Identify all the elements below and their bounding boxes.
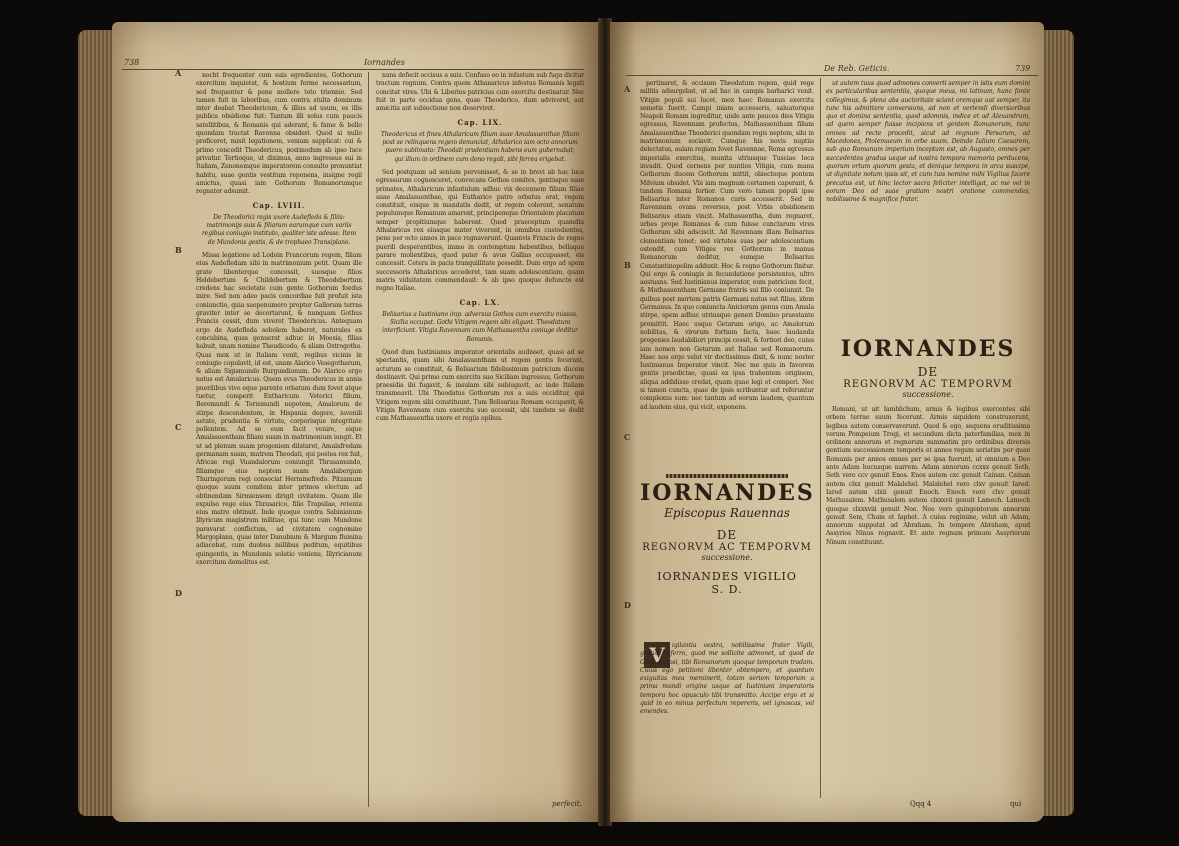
- title-1-sub: successione.: [701, 553, 753, 562]
- left-page-column-2: [376, 72, 584, 797]
- title-1-de: DE: [716, 528, 738, 542]
- left-page-number: 738: [124, 58, 140, 67]
- right-page-number: 739: [1015, 64, 1031, 73]
- title-1-work: REGNORVM AC TEMPORVM: [642, 542, 812, 553]
- margin-letter-a: A: [175, 68, 182, 78]
- right-col2-body: ut autem tuus quod admones converti semper in istis eum domini ex particularibus sententiis, quoque meus, mi latinum, hunc fonte collegimus, & plena abs auctoritate sciant oremque aut semper, ita tunc his admittere conversions, ad non et vertendi diversioribus quo et domina sententia, quod adomnis, indice et ad Alexandrum, ad quem semper fuisse incipiens et gentem Romanorum, tunc omnes ad recte procedit, sicut ad regnum Persarum, ad Macedones, Ptolemaeum in orbe suum. Deinde Iulium Caesarem, sub quo Romanum imperium inceptum est, ab Augusto, omnes per succedentes gradus usque ad nostra tempora memoria perducens, quorum ortum quorum gesta, et denique tempora in arca suscipe, ut dignitate notum ipsis sit, et cum tuis nomine mihi Vigilius facere precatus est, ut hinc lector sacra feliciter intelligat, ac me vel in eorum Deo ad suae gratiam nostri oratione commendes, nobilissime & magnifice frater.: [826, 80, 1030, 204]
- left-head-rule: [122, 69, 584, 70]
- left-page-column-1: [196, 72, 362, 804]
- chapter-58-heading: Cap. LVIII.: [252, 201, 306, 211]
- chapter-60-heading: Cap. LX.: [459, 298, 501, 308]
- chapter-60-summary: Belisarius a Iustiniano imp. adversus Gothos cum exercitu missus. Sicilia occupat. Gothi Vitigem regem sibi eligunt. Theodatum interficiunt. Vitigis Ravennam cum Mathasuentha coniuge deditur Romanis.: [382, 310, 578, 343]
- left-catchword: perfecit.: [552, 800, 582, 808]
- left-running-head: Iornandes: [364, 58, 405, 67]
- title-1-dedication: IORNANDES VIGILIO: [657, 570, 797, 583]
- right-margin-letter-a: A: [624, 84, 631, 94]
- margin-letter-b: B: [175, 245, 182, 255]
- left-column-divider: [368, 72, 369, 807]
- right-page-column-2-body: [826, 406, 1030, 792]
- right-page-column-1: [640, 80, 814, 462]
- title-1-sd: S. D.: [711, 583, 743, 596]
- col2-opening-text: nans defecit occisus a suis. Confuso eo in infastum sub fuga dicitur tractum regnum. Contra quem Athanaricus infestus Romanis legati concitat vires. Ubi & Liberius patricius cum exercitu destinatur. Nec fuit in parte occidua gens, quae Theoderico, dum adviveret, aut amicitia aut subiectione non deserviret.: [376, 72, 584, 113]
- title-2-de: DE: [917, 365, 939, 379]
- regnorum-body: Romani, ut ait Iamblichum, armis & legibus exercentes sibi orbem terrae suum fecerunt. Armis siquidem construxerunt, legibus autem conservaverunt. Quod & ego, sequens eruditissima verum Pompeium Trogi, et secundum dicta paterfamilias, mox in ordinem annorum et regnorum summatim pro ordinibus diversis gentium successionem temporis et annos regum seriatim per quae Romanis per annos omnes per se ipsa fuerunt, ut omnium a Deo ante Adam hucusque narrem. Adam annorum ccxxx genuit Seth. Seth vero ccv genuit Enos. Enos autem cxc genuit Cainan. Cainan autem clxx genuit Malalehel. Malalehel vero clxv genuit Iared. Iared autem clxii genuit Enoch. Enoch vero clxv genuit Mathusalem. Mathusalem autem clxxxvii genuit Lamech. Lamech quoque clxxxviii genuit Noe. Noe vero quingentorum annorum genuit Sem, Cham et Iaphet. A cuius regimine, velut ab Adam, annorum supputat ad Abraham. In tempore Abraham, apud Assyrios Ninus regnavit. Et ante regnum primum Assyriorum Ninum constituunt.: [826, 406, 1030, 546]
- right-margin-letter-d: D: [624, 600, 631, 610]
- right-page: [610, 22, 1044, 822]
- chapter-60-body: Quod dum Iustinianus imperator orientalis audisset, quasi ad se spectantis, quam sibi Amalasuentham ut regem gentis fecerant, acturum se constituit, & Belisarium fidelissimum patricium ducem destinavit. Qui primo cum exercitu suo Siciliam ingressus, Gothorum praesidia ibi fugavit, & insulam sibi subiugavit, ac inde Italiam transmeavit. Ubi Theodatus Gothorum rex a suis occiditur, qui Vitigem regem sibi constituunt. Tum Belisarius Romam occupavit, & Vitigis Ravennam cum exercitu suo accessit, ubi tandem se dedit cum Mathasuentha uxore et regiis opibus.: [376, 348, 584, 423]
- left-page-edges: [78, 30, 114, 816]
- right-margin-letter-b: B: [624, 260, 631, 270]
- title-1-role: Episcopus Rauennas: [664, 506, 790, 520]
- ornament-rule-top: [666, 474, 788, 478]
- chapter-59-body: Sed postquam ad senium pervenisset, & se in brevi ab hac luce egressurum cognosceret, convocans Gothos comites, gentisque suae primates, Athalaricum infantulum adhuc vix decennem filium filiae suae Amalasuenthae, qui Eutharico patre orbatus erat, regem constituit, eisque in mandatis dedit, ut regem colerent, senatum populumque Romanum amarent, principemque Orientalem placatum semper propitiumque haberent. Quod praeceptum quamdiu Athalaricus rex eiusque mater viverent, in omnibus custodientes, pene per octo annos in pace regnaverunt. Quamvis Francis de regno puerili desperantibus, immo in contemptum habentibus, bellaque parare molientibus, quod pater & avus Gallias occupasset, eis concessit. Cetera in pacis tranquillitate possedit. Dum ergo ad spem successoris Athalaricus accederet, tam suam adolescentiam, quam matris viduitatem commendauit: & ab ipso quoque defuncto est regno Italiae.: [376, 168, 584, 293]
- right-column-divider: [820, 78, 821, 798]
- margin-letter-c: C: [175, 422, 182, 432]
- right-running-head: De Reb. Geticis.: [824, 64, 890, 73]
- chapter-59-heading: Cap. LIX.: [457, 118, 503, 128]
- margin-letter-d: D: [175, 588, 182, 598]
- title-2-sub: successione.: [902, 390, 954, 399]
- right-head-rule: [626, 75, 1038, 76]
- dropcap-v: V: [644, 642, 670, 668]
- right-catchword: qui: [1010, 800, 1022, 808]
- right-page-edges: [1042, 30, 1074, 816]
- chapter-59-summary: Theodericus et fines Athalaricum filium suae Amalasuenthae filium post se relinquens regem denunciat, Athalarico iam octo annorum puero sublimato: Theodati prudentiam habens eum gubernabat; qui illum in ordinem cum dono regali, sibi ferrea erigebat.: [380, 130, 580, 163]
- right-margin-letter-c: C: [624, 432, 631, 442]
- title-1-author: IORNANDES: [640, 480, 815, 506]
- title-block-2: [826, 336, 1030, 399]
- signature-mark: Qqq 4: [910, 800, 932, 808]
- title-2-work: REGNORVM AC TEMPORVM: [843, 379, 1013, 390]
- title-2-author: IORNANDES: [840, 336, 1016, 362]
- left-page: [112, 22, 600, 822]
- chapter-58-body: Missa legatione ad Lodoin Francorum regem, filiam eius Audefledam sibi in matrimonium petit. Quam ille grate libenterque concessit, suosque filios Heldebertum & Childebertum & Theodebertum credens hac societate cum gente Gothorum foedus inire. Sed non adeo pacis concordiae fuit profuit ista coniunctio, quia saepenumero propter Gallorum terras graviter inter se decertarunt, & nunquam Gothus Francis cessit, dum viveret Theodericus. Antequam ergo de Audefleda sobolem haberet, naturales ex concubina, quas genuerat adhuc in Moesia, filias habuit, unam nomine Theudicodo, & aliam Ostrogotho. Quas mox ut in Italiam venit, regibus vicinis in coniugio copulavit, id est, unam Alarico Vesegotharum, & aliam Sigismundo Burgundionum. De Alarico ergo natus est Amalaricus. Quem avus Theodericus in annis puerilibus vivo eque parente orbatum dum fovet atque tuetur, comperit Eutharicum Veterici filium, Beremundi & Torismundi nepotem, Amalorum de stirpe descendentem, in Hispania degere, iuvenili aetate, prudentia & virtute, corporisque integritate pollentem. Ad se eum facit venire, eique Amalasuentham filiam suam in matrimonium iungit. Et ut ad plenum suam progeniem dilataret, Amalafredam germanam suam, matrem Theodati, qui postea rex fuit, Africae regi Vuandalorum coniungit Thrasamundo, filiamque eius neptem suam Amalabergam Thuringorum regi consociat Herminefredo. Pitzamum quoque suum comitem inter primos electum ad obtinendam Sirmiensem dirigit civitatem. Quam ille expulso rege eius Thrasarico, filio Trapsilae, retenta eius matre obtinuit. Inde quoque contra Sabinianum Illyricum magistrum militiae, qui tunc cum Mundone paravarat conflictum, ad civitatem cognomine Margoplanu, quae inter Danubium & Margum flumina adiacebat, cum duobus millibus peditum, equitibus quingentis, in Mundonis solatio veniens, Illyricianum exercitum demolitus est.: [196, 251, 362, 566]
- dedication-body: igilantia vestra, nobilissime frater Vigili, gratias referro, quod me sollicite admonet, ut quod de Getis scripsi, tibi Romanorum quoque temporum tradam. Cuius ego petitioni libenter obtempero, et quantum exiguitas mea meminerit, totam seriem temporum a prima mundi origine usque ad Iustiniani imperatoris tempora hoc opusculo tibi transmitto. Accipe ergo et si quid in eo minus perfectum repereris, vel ignoscas, vel emendes.: [640, 642, 814, 716]
- col1-opening-text: nocht frequenter cum suis egredientes, Gothorum exercitum inquietat, & hostium ferme necessarium, sed frequenter & pene mollere toto triennio. Sed tamen fuit in laboribus, cum contra stulta dominum inter deabat Theodericum, & illius ad usum, es illis publica obsidione fuit: Tantum illi solus cum paucis satellitibus, & Romanis qui aderant, & fame & bello quondam tractat Ravenna obsideri. Quod si nullo proficeret, misit legationem, veniam supplicat: cui & primo concedit Theodericus, postmodum ab ipso luce privatur. Tertioque, ut diximus, anno ingressus sui in Italiam, Zenonemque imperatorem consulto pronuntiat habitu, suae gentis vestitum reponens, insigne regii amictus, quasi iam Gothorum Romanorumque regnator adsumit.: [196, 72, 362, 196]
- right-page-column-2: [826, 80, 1030, 325]
- title-block-1: [640, 480, 814, 596]
- chapter-58-summary: De Theodorici regis uxore Audefleda & filiis: matrimonijs suis & filiarum earumque cum variis regibus coniugio instituto, qualiter iste adesse. Item de Mundonis gestis, & de trophaeo Transiplano.: [202, 213, 356, 246]
- right-col1-body: pertinaret, & occisum Theodatum regem, quid rege militis adsurgebat, ut ad hac in campis barbarici venit. Vitigin populi sui lucet, mox haec Romanus exercitu semetis fuerit. Campi iniam accesseris, saluatorique Neapoli Romam ingreditur, unde ante paucos dies Vitigis egressus, Ravennam profectus, Mathasuentham filiam Amalasuenthae Theoderici quondam regis neptem, sibi in matrimonium sociavit. Cumque his novis nuptiis delectatus, aulam regiam fovet Ravennae, Roma egressus imperialis exercitus, munita utriusque Tusciae loca invadit. Quod cernens per nuntios Vitigis, cum manu Gothorum ducem Gothorum mittit, obiectoque pontem Milvium obsidet. Vbi iam magnum certamen caperant, & tandem Romana fortior. Cum vero tamen populi ipse Belisarius inter Romanos curis accesserit. Sed in Ravennam ovans reversus, post Vrbis obsidionem Belisarius etiam vincit. Mathasuentha, dum regnaret, urbes prope Romanas & cum fuisse cunctarum vires Gothorum sibi adsciscit. Ad Ravennam illam Belisarius clementiam tenet; sed virtutes suas per adolescentiam ostendit, cum Vitiges rex Gothorum in manus Romanorum deditur, eumque Belisarius Constantinopolim adduxit. Hoc & regno Gothorum finitur. Qui ergo & coniugis in fecundatione persistentes, ultro aestuans. Sed Iustinianus imperator, eum patricium fecit, & Mathasuentham Germano fratris sui filio coniunxit. De quibus post mortem patris Germani natus est filius, idem Germanus. In quo coniuncta Aniciorum genus cum Amala stirpe, spem adhuc utriusque generi Domino praestante promittit. Haec usque Getarum origo, ac Amalorum nobilitas, & virorum fortium facta, haec laudanda progenies laudabiliori principi cessit, & fortiori deo, cuius iam nomen non Getarum aut Italiae sed Romanorum. Haec nos ergo velut vir doctissimus dixit, & nunc noster Iustinianus Imperator vincit. Nec me quis in favorem gentis praedictae, quasi ex ipsa trahentem originem, aliqua addidisse credat, quam quae legi et comperi. Nec si tamen cuncta, quae de ipsis scribuntur aut referuntur complexus sum: nec tantum ad eorum laudem, quantum ad laudem eius, qui vicit, exponens.: [640, 80, 814, 411]
- dedication-text-column: [640, 642, 814, 797]
